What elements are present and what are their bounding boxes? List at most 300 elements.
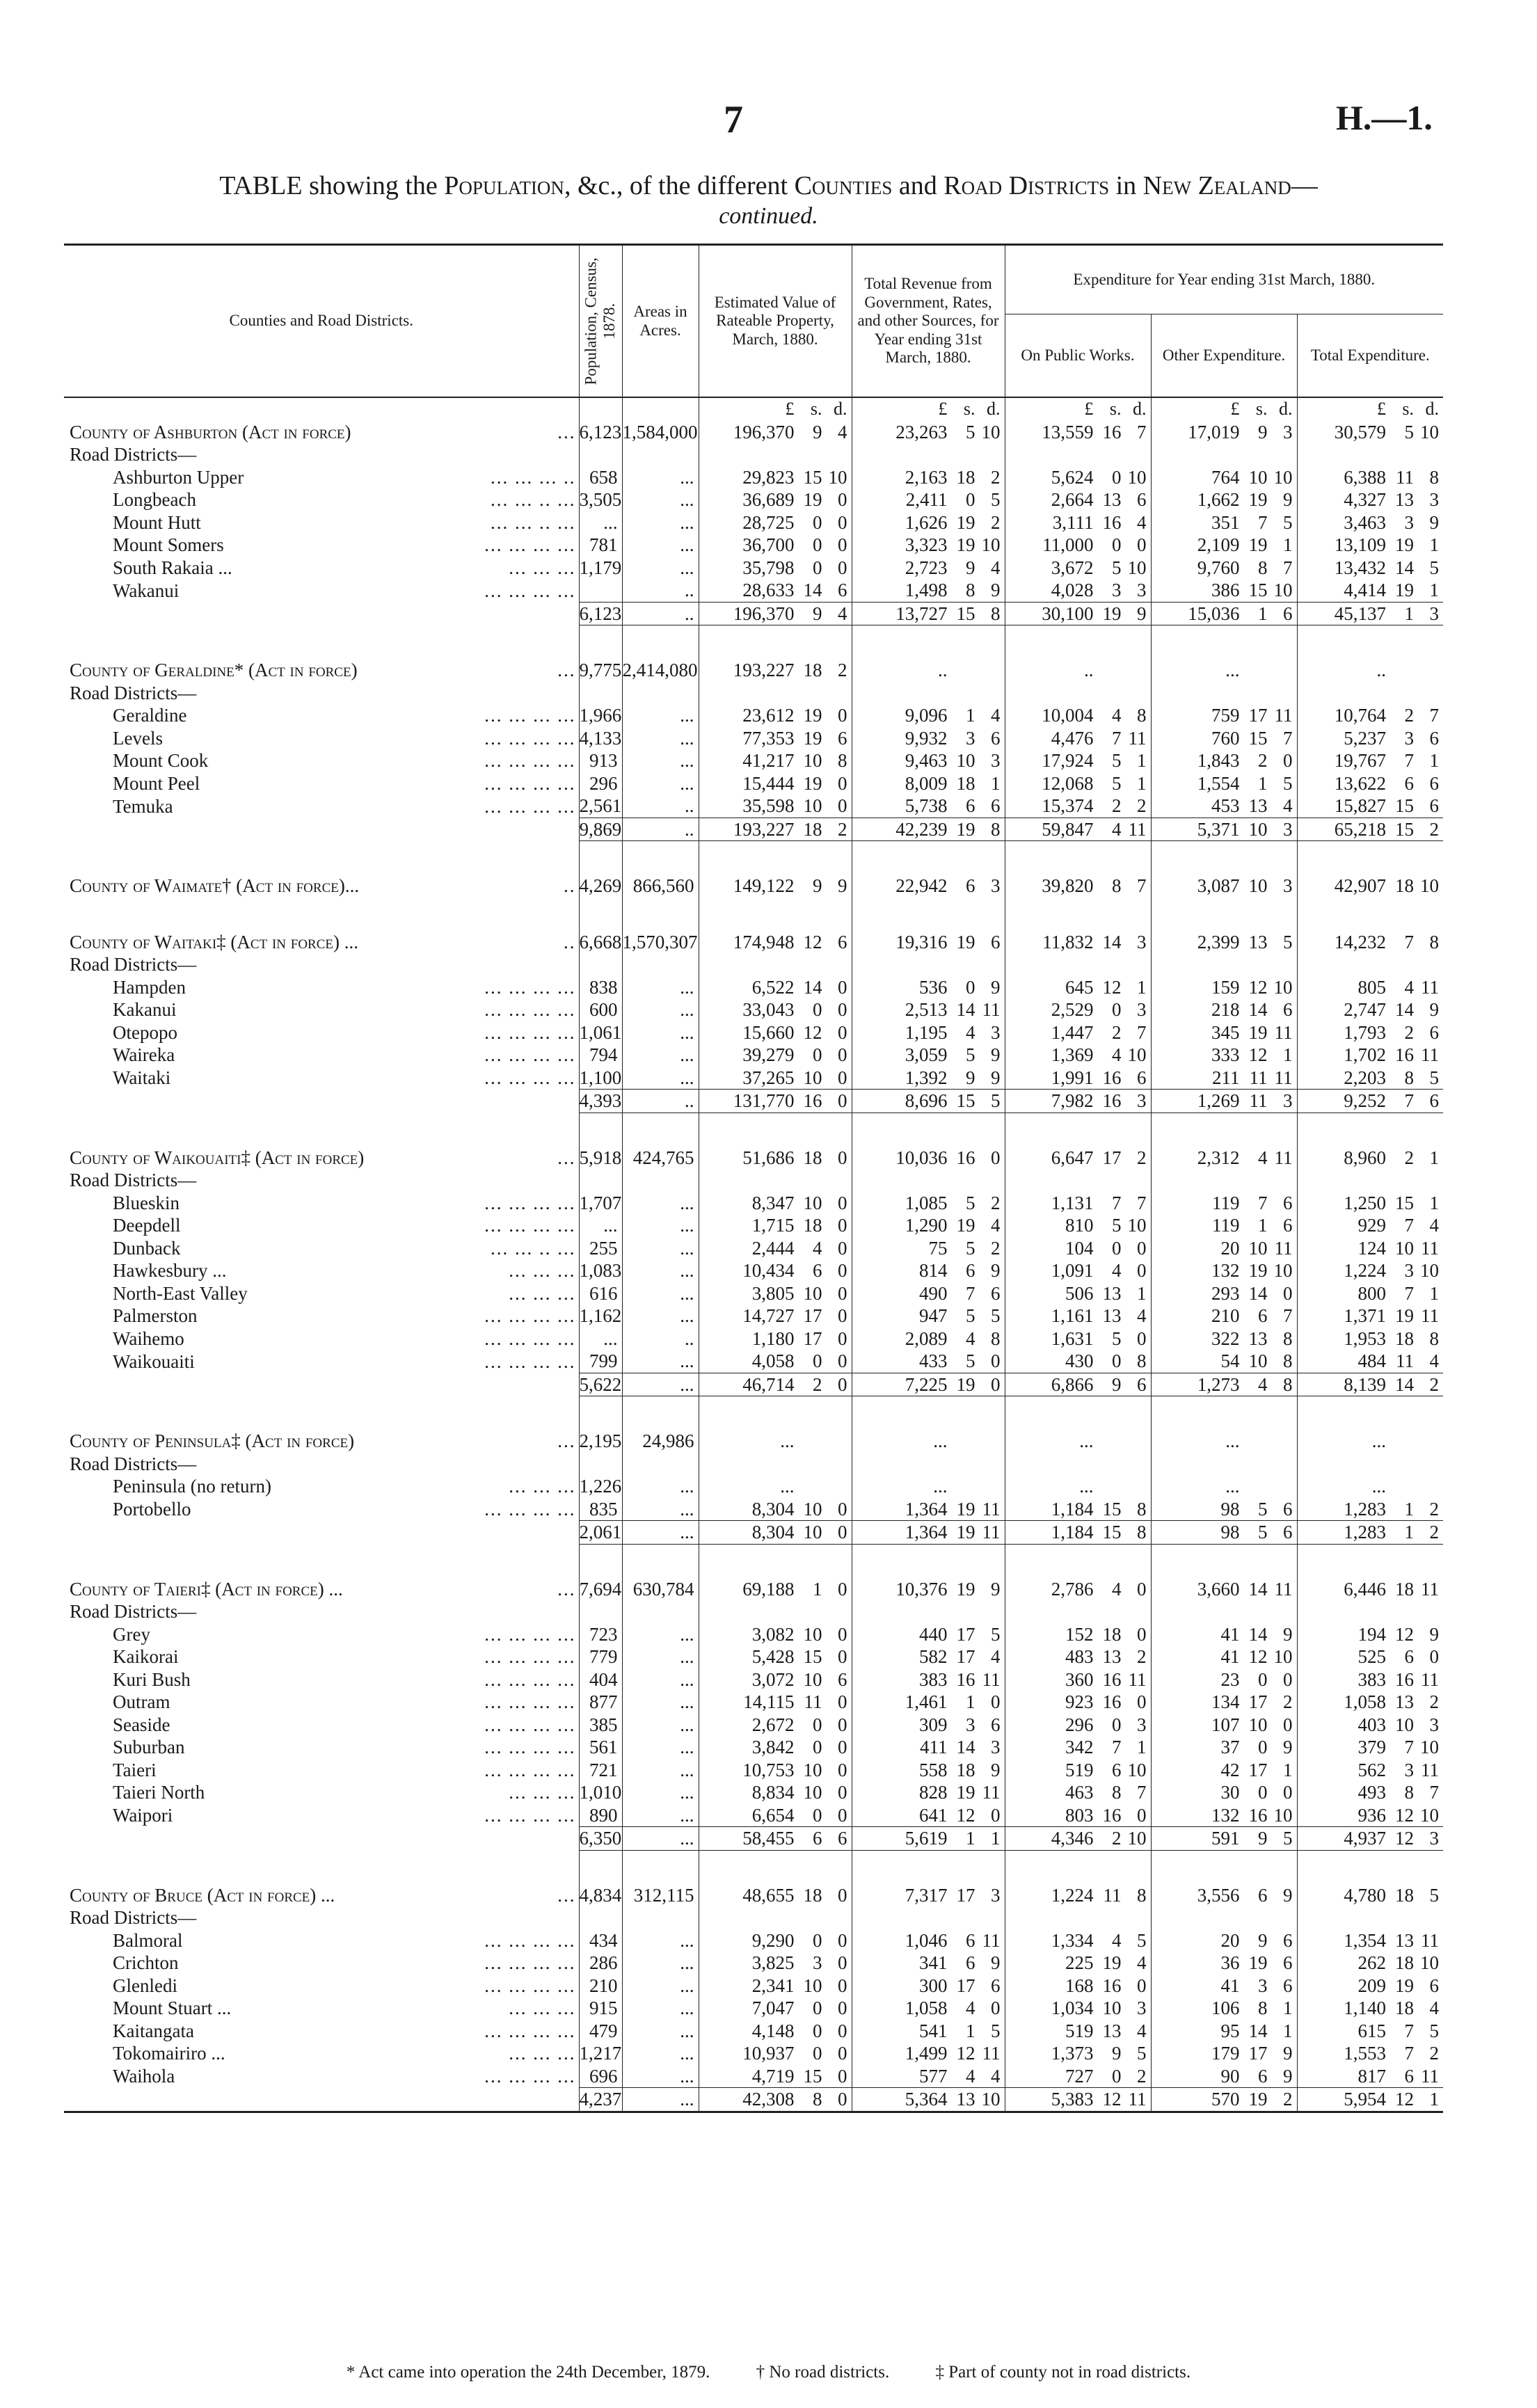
- area-cell: ...: [622, 1521, 699, 1545]
- shillings: 8: [1258, 1998, 1268, 2019]
- money-cell: [852, 1578, 1005, 1601]
- road-district-row: [64, 1259, 1443, 1282]
- pence: 6: [1429, 727, 1440, 749]
- money-cell: [1151, 1067, 1297, 1090]
- money-cell: [1297, 1044, 1443, 1067]
- shillings: 13: [956, 2089, 975, 2110]
- money-cell: [1005, 2065, 1151, 2088]
- shillings: 10: [803, 1522, 822, 1543]
- leader-dots: ... ... ... ...: [484, 534, 576, 556]
- district-name: [64, 659, 454, 682]
- population-cell: 4,133: [579, 727, 622, 749]
- shillings: 8: [813, 2089, 822, 2110]
- leader-dots: [454, 682, 579, 705]
- shillings: 6: [966, 875, 975, 897]
- road-district-row: [64, 1645, 1443, 1668]
- money-cell: [699, 1430, 852, 1453]
- pounds: 1,283: [1344, 1522, 1387, 1543]
- shillings: 19: [1102, 1952, 1122, 1974]
- district-name: South Rakaia ...: [113, 557, 232, 578]
- pounds: 4,058: [751, 1350, 795, 1372]
- blank: [1151, 1169, 1297, 1192]
- money-cell: [1151, 1668, 1297, 1691]
- money-cell: [852, 1997, 1005, 2020]
- pounds: 4,719: [751, 2065, 795, 2087]
- money-cell: [1005, 795, 1151, 818]
- pounds: 810: [1065, 1215, 1094, 1236]
- pence: 5: [1283, 931, 1293, 952]
- money-cell: [699, 1691, 852, 1714]
- pence: 7: [1283, 727, 1293, 749]
- county-name: County of Taieri‡ (Act in force) ...: [70, 1578, 343, 1600]
- pence: 0: [838, 1782, 847, 1803]
- area-cell: ...: [622, 704, 699, 727]
- pounds: 1,283: [1344, 1498, 1387, 1520]
- pounds: 3,842: [751, 1737, 795, 1758]
- money-cell: [699, 772, 852, 795]
- pounds: 124: [1357, 1237, 1387, 1259]
- pence: 6: [1283, 1975, 1293, 1996]
- pounds: 2,444: [751, 1237, 795, 1259]
- money-cell: [1151, 1827, 1297, 1851]
- blank: [1297, 841, 1443, 875]
- county-row: [64, 1578, 1443, 1601]
- shillings: 2: [1404, 705, 1415, 726]
- pounds: 300: [919, 1975, 948, 1996]
- pence: 0: [838, 489, 847, 511]
- money-cell: [852, 1214, 1005, 1237]
- pounds: 15,036: [1188, 603, 1240, 624]
- population-cell: 835: [579, 1498, 622, 1521]
- money-cell: [1005, 704, 1151, 727]
- pence: 9: [991, 1044, 1001, 1066]
- shillings: 4: [1258, 1373, 1268, 1395]
- money-cell: [1151, 1305, 1297, 1327]
- shillings: 18: [956, 466, 975, 488]
- shillings: 19: [1102, 603, 1122, 624]
- pounds: 6,388: [1344, 466, 1387, 488]
- money-cell: [1297, 1090, 1443, 1113]
- pounds: 463: [1065, 1782, 1094, 1803]
- population-cell: 1,061: [579, 1021, 622, 1043]
- shillings: 17: [1248, 1759, 1268, 1780]
- pence: 0: [838, 1021, 847, 1043]
- shillings: 6: [1112, 1759, 1122, 1780]
- shillings: 2: [813, 1373, 822, 1395]
- shillings: 5: [966, 1350, 975, 1372]
- blank: [1005, 1850, 1151, 1884]
- population-cell: 723: [579, 1623, 622, 1646]
- pounds: 9,290: [751, 1929, 795, 1951]
- pence: 7: [1137, 1192, 1147, 1213]
- district-name: Hawkesbury ...: [113, 1260, 227, 1282]
- blank: [1297, 1906, 1443, 1929]
- money-cell: [852, 534, 1005, 557]
- blank: [1297, 1850, 1443, 1884]
- shillings: 6: [813, 1260, 822, 1282]
- district-name: Deepdell: [113, 1215, 181, 1236]
- money-cell: [852, 1691, 1005, 1714]
- pounds: 8,139: [1344, 1373, 1387, 1395]
- pounds: 6,446: [1344, 1578, 1387, 1600]
- shillings: 18: [803, 660, 822, 681]
- area-cell: ...: [622, 1044, 699, 1067]
- area-cell: ...: [622, 1691, 699, 1714]
- shillings: 17: [956, 1623, 975, 1645]
- pounds: 430: [1065, 1350, 1094, 1372]
- pounds: 1,046: [905, 1929, 948, 1951]
- pounds: 4,476: [1051, 727, 1094, 749]
- county-name: County of Geraldine* (Act in force): [70, 660, 358, 681]
- pounds: 23,263: [895, 421, 948, 442]
- shillings: 12: [1395, 1828, 1415, 1849]
- money-cell: [852, 1259, 1005, 1282]
- total-row: [64, 2088, 1443, 2112]
- pence: 10: [981, 421, 1001, 442]
- money-cell: [1151, 1475, 1297, 1498]
- money-cell: [1005, 1327, 1151, 1350]
- population-cell: [579, 443, 622, 466]
- area-cell: 424,765: [622, 1147, 699, 1170]
- shillings: 16: [1102, 1090, 1122, 1112]
- pence: 0: [1137, 1260, 1147, 1282]
- pence: 10: [1127, 1759, 1147, 1780]
- pounds: 8,696: [905, 1090, 948, 1112]
- shillings: 3: [966, 1714, 975, 1735]
- pence: 0: [838, 1090, 847, 1112]
- shillings: 10: [803, 1975, 822, 1996]
- pounds: 493: [1357, 1782, 1387, 1803]
- shillings: 1: [1404, 1522, 1415, 1543]
- leader-dots: ... ... ...: [509, 557, 576, 578]
- pence: 4: [1137, 1952, 1147, 1974]
- blank: [1005, 1906, 1151, 1929]
- footnote-part-county: ‡ Part of county not in road districts.: [935, 2363, 1191, 2382]
- blank: [1151, 443, 1297, 466]
- document-reference: H.—1.: [1336, 98, 1433, 137]
- pence: 8: [1283, 1373, 1293, 1395]
- shillings: 3: [966, 727, 975, 749]
- pence: 2: [991, 1192, 1001, 1213]
- area-cell: 866,560: [622, 875, 699, 898]
- shillings: 7: [1258, 1192, 1268, 1213]
- pound-unit: £: [1084, 399, 1094, 420]
- pounds: 3,805: [751, 1282, 795, 1304]
- population-cell: [579, 579, 622, 602]
- blank: [852, 1600, 1005, 1623]
- header-districts: Counties and Road Districts.: [64, 245, 579, 398]
- shillings: 19: [1248, 1021, 1268, 1043]
- road-district-row: [64, 1759, 1443, 1782]
- money-cell: [1151, 1090, 1297, 1113]
- money-cell: [852, 2065, 1005, 2088]
- road-district-row: [64, 1214, 1443, 1237]
- shillings: 1: [966, 705, 975, 726]
- shillings: 12: [956, 2043, 975, 2064]
- shillings: 5: [1258, 1498, 1268, 1520]
- pounds: 14,727: [742, 1305, 795, 1327]
- money-cell: [699, 727, 852, 750]
- pounds: 33,043: [742, 999, 795, 1021]
- money-cell: [699, 511, 852, 534]
- pounds: 41: [1220, 1975, 1240, 1996]
- pounds: 345: [1211, 1021, 1240, 1043]
- money-cell: [1151, 1578, 1297, 1601]
- county-row: [64, 1430, 1443, 1453]
- pounds: ...: [1225, 1476, 1240, 1497]
- money-cell: [1151, 1498, 1297, 1521]
- district-name: [64, 1521, 454, 1545]
- money-cell: [699, 1578, 852, 1601]
- pence: 1: [1283, 1044, 1293, 1066]
- pence: 0: [838, 1714, 847, 1735]
- district-name: [64, 1430, 454, 1453]
- pounds: 923: [1065, 1691, 1094, 1713]
- pounds: 803: [1065, 1804, 1094, 1826]
- blank: [852, 1850, 1005, 1884]
- pounds: 42,308: [742, 2089, 795, 2110]
- pounds: 35,798: [742, 557, 795, 578]
- pounds: 2,109: [1197, 534, 1240, 556]
- footnote-geraldine: * Act came into operation the 24th December, 1879.: [346, 2363, 710, 2382]
- area-cell: [622, 443, 699, 466]
- population-cell: 779: [579, 1645, 622, 1668]
- shillings: 19: [1248, 1952, 1268, 1974]
- money-cell: [852, 1759, 1005, 1782]
- district-name: Kakanui: [113, 999, 177, 1021]
- pence: 7: [1283, 1305, 1293, 1327]
- pence: 9: [991, 1578, 1001, 1600]
- blank: [64, 1850, 454, 1884]
- money-cell: [1005, 1430, 1151, 1453]
- units-cell: [852, 397, 1005, 421]
- shillings: 5: [1404, 421, 1415, 442]
- pence: 7: [1137, 1782, 1147, 1803]
- district-name: Kuri Bush: [113, 1668, 191, 1690]
- pence: 11: [1421, 1305, 1440, 1327]
- money-cell: [852, 1975, 1005, 1998]
- population-cell: 658: [579, 466, 622, 489]
- shillings: 5: [1112, 1327, 1122, 1349]
- money-cell: [699, 1147, 852, 1170]
- pounds: 5,371: [1197, 818, 1240, 840]
- road-district-row: [64, 1305, 1443, 1327]
- pounds: 30,579: [1334, 421, 1387, 442]
- area-cell: ...: [622, 749, 699, 772]
- blank: [852, 1113, 1005, 1147]
- pounds: 22,942: [895, 875, 948, 897]
- leader-dots: ... ... ... ...: [484, 1350, 576, 1372]
- area-cell: ...: [622, 1192, 699, 1215]
- pounds: 179: [1211, 2043, 1240, 2064]
- title-part: , &c., of the different: [564, 171, 795, 200]
- money-cell: [1005, 1044, 1151, 1067]
- money-cell: [1297, 466, 1443, 489]
- population-cell: 255: [579, 1237, 622, 1260]
- money-cell: [699, 1804, 852, 1827]
- area-cell: ...: [622, 1714, 699, 1737]
- blank: [454, 1113, 579, 1147]
- population-cell: 404: [579, 1668, 622, 1691]
- blank: [1151, 1453, 1297, 1476]
- total-row: [64, 1827, 1443, 1851]
- shillings: 3: [1112, 580, 1122, 601]
- pounds: 152: [1065, 1623, 1094, 1645]
- pence: 6: [1429, 1021, 1440, 1043]
- shillings: 4: [1112, 818, 1122, 840]
- money-cell: [1005, 1884, 1151, 1907]
- district-name: Waitaki: [113, 1067, 171, 1088]
- pence: 6: [991, 795, 1001, 817]
- pence: 1: [1429, 580, 1440, 601]
- pounds: 35,598: [742, 795, 795, 817]
- pounds: 54: [1220, 1350, 1240, 1372]
- pence: 6: [1283, 1952, 1293, 1974]
- pounds: 383: [919, 1668, 948, 1690]
- district-name: Outram: [113, 1691, 170, 1713]
- shillings: 19: [1395, 1305, 1415, 1327]
- money-cell: [1151, 421, 1297, 444]
- money-cell: [1151, 579, 1297, 602]
- shillings: 8: [1112, 875, 1122, 897]
- money-cell: [1005, 1214, 1151, 1237]
- pounds: ..: [1376, 660, 1387, 681]
- pounds: 1,058: [905, 1998, 948, 2019]
- population-cell: [579, 1600, 622, 1623]
- pence: 5: [1137, 1929, 1147, 1951]
- pence: 10: [1420, 1952, 1440, 1974]
- shillings: 10: [1248, 818, 1268, 840]
- pounds: ...: [1371, 1430, 1387, 1452]
- leader-dots: ... ... ... ...: [484, 727, 576, 749]
- pounds: 45,137: [1334, 603, 1387, 624]
- leader-dots: ... ... ...: [509, 2043, 576, 2064]
- shillings: 12: [803, 931, 822, 952]
- pence: 9: [1283, 1623, 1293, 1645]
- money-cell: [699, 534, 852, 557]
- pounds: 2,513: [905, 999, 948, 1021]
- money-cell: [1297, 602, 1443, 625]
- money-cell: [852, 466, 1005, 489]
- money-cell: [1151, 557, 1297, 580]
- shillings: 10: [803, 1782, 822, 1803]
- pence: 6: [1429, 1090, 1440, 1112]
- section-label-row: [64, 1906, 1443, 1929]
- leader-dots: ... ... ... ...: [484, 1044, 576, 1066]
- area-cell: ...: [622, 1259, 699, 1282]
- road-district-row: [64, 772, 1443, 795]
- footnotes: [0, 2363, 1537, 2382]
- money-cell: [1005, 2042, 1151, 2065]
- money-cell: [1297, 1668, 1443, 1691]
- shillings: 6: [966, 1929, 975, 1951]
- pounds: 8,304: [751, 1522, 795, 1543]
- header-revenue: Total Revenue from Government, Rates, and other Sources, for Year ending 31st March, 1880.: [852, 245, 1005, 398]
- pence: 10: [981, 2089, 1001, 2110]
- road-district-row: [64, 534, 1443, 557]
- pounds: 591: [1211, 1828, 1240, 1849]
- leader-dots: ...: [557, 660, 576, 681]
- shillings: 13: [1102, 2020, 1122, 2041]
- pounds: 1,273: [1197, 1373, 1240, 1395]
- pounds: 9,463: [905, 750, 948, 772]
- spacer-row: [64, 1850, 1443, 1884]
- money-cell: [1151, 727, 1297, 750]
- money-cell: [852, 1237, 1005, 1260]
- money-cell: [1297, 818, 1443, 841]
- money-cell: [852, 749, 1005, 772]
- pounds: 333: [1211, 1044, 1240, 1066]
- district-name: Levels: [113, 727, 163, 749]
- district-name: Seaside: [113, 1714, 170, 1735]
- pence: 1: [1429, 750, 1440, 772]
- shillings: 15: [1102, 1498, 1122, 1520]
- shillings: 11: [804, 1691, 822, 1713]
- pounds: 65,218: [1334, 818, 1387, 840]
- money-cell: [1005, 1691, 1151, 1714]
- pence: 4: [991, 557, 1001, 578]
- road-district-row: [64, 1975, 1443, 1998]
- pounds: ...: [780, 1476, 795, 1497]
- district-name: Crichton: [113, 1952, 179, 1974]
- shillings: 10: [803, 750, 822, 772]
- district-name: [64, 875, 454, 898]
- pounds: 541: [919, 2020, 948, 2041]
- shillings: 4: [1112, 1260, 1122, 1282]
- money-cell: [1297, 1714, 1443, 1737]
- pounds: 1,085: [905, 1192, 948, 1213]
- header-areas: Areas in Acres.: [622, 245, 699, 398]
- shillings: 6: [1404, 2065, 1415, 2087]
- blank: [852, 841, 1005, 875]
- pounds: 309: [919, 1714, 948, 1735]
- money-cell: [852, 2088, 1005, 2112]
- pence: 11: [1128, 818, 1147, 840]
- pounds: 37,265: [742, 1067, 795, 1088]
- leader-dots: [454, 1169, 579, 1192]
- money-cell: [699, 931, 852, 954]
- shillings: 12: [1248, 1044, 1268, 1066]
- pounds: 506: [1065, 1282, 1094, 1304]
- population-cell: 696: [579, 2065, 622, 2088]
- money-cell: [1005, 1997, 1151, 2020]
- area-cell: ...: [622, 2020, 699, 2043]
- shillings: 19: [1395, 1975, 1415, 1996]
- blank: [1297, 443, 1443, 466]
- pence: 1: [991, 1828, 1001, 1849]
- road-district-row: [64, 1237, 1443, 1260]
- pence: 0: [838, 1305, 847, 1327]
- area-cell: ...: [622, 1952, 699, 1975]
- shillings: 11: [1249, 1090, 1268, 1112]
- shillings: 12: [1102, 2089, 1122, 2110]
- area-cell: ..: [622, 1090, 699, 1113]
- blank: [852, 443, 1005, 466]
- district-name: [64, 1147, 454, 1170]
- area-cell: ...: [622, 466, 699, 489]
- money-cell: [699, 1827, 852, 1851]
- pence: 1: [1283, 534, 1293, 556]
- pounds: 42,239: [895, 818, 948, 840]
- blank: [1297, 1453, 1443, 1476]
- pence: 0: [838, 999, 847, 1021]
- money-cell: [1297, 557, 1443, 580]
- money-cell: [1297, 1827, 1443, 1851]
- money-cell: [1005, 421, 1151, 444]
- blank: [454, 1396, 579, 1430]
- header-population: Population, Census, 1878.: [579, 245, 622, 398]
- shillings: 14: [956, 999, 975, 1021]
